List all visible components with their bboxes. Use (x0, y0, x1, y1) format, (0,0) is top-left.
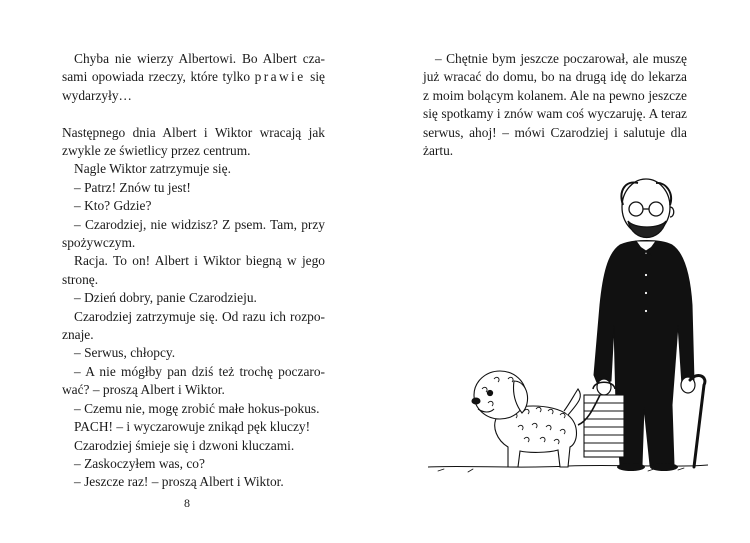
paragraph-line-7: Czarodziej zatrzymuje się. Od razu ich rozpo-znaje. (62, 308, 325, 343)
paragraph-intro (62, 50, 325, 105)
dog-figure (472, 371, 580, 467)
paragraph-line-1: Nagle Wiktor zatrzymuje się. (74, 161, 231, 177)
paragraph-line-3: – Kto? Gdzie? (74, 198, 152, 214)
paragraph-line-11: PACH! – i wyczarowuje znikąd pęk kluczy! (74, 419, 311, 435)
page-number: 8 (184, 496, 190, 510)
paragraph-gap (62, 105, 325, 123)
spaced-word: prawie (254, 69, 306, 85)
left-text-column (62, 50, 325, 492)
paragraph-line-8: – Serwus, chłopcy. (74, 345, 176, 361)
paragraph-line-6: – Dzień dobry, panie Czarodzieju. (74, 290, 257, 306)
paragraph-line-9: – A nie mógłby pan dziś też trochę poczaro-wać? – proszą Albert i Wiktor. (62, 363, 325, 398)
paragraph-line-14: – Jeszcze raz! – proszą Albert i Wiktor. (74, 474, 284, 490)
paragraph-line-5: Racja. To on! Albert i Wiktor biegną w jego stronę. (62, 253, 325, 287)
old-man-with-dog-illustration-icon (428, 175, 708, 480)
paragraph-line-4: – Czarodziej, nie widzisz? Z psem. Tam, przy spożywczym. (62, 216, 325, 251)
paragraph-line-10: – Czemu nie, mogę zrobić małe hokus-pokus. (74, 400, 320, 416)
paragraph-line-13: – Zaskoczyłem was, co? (74, 455, 205, 471)
text-run: Chyba nie wierzy Albertowi. Bo Albert cza-sami opowiada rzeczy, które tylko (62, 51, 325, 85)
paragraph-line-2: – Patrz! Znów tu jest! (74, 179, 191, 195)
paragraph-line-12: Czarodziej śmieje się i dzwoni kluczami. (74, 437, 295, 453)
paragraph-dialogue: – Chętnie bym jeszcze poczarował, ale muszę już wracać do domu, bo na drugą idę do lekarza z moim bolącym kolanem. Ale na pewno jeszcze się spotkamy i znów wam coś wyczaruję. A teraz serwus, ahoj! – mówi Czarodziej i salutuje dla żartu. (423, 51, 687, 159)
right-text-column (423, 50, 687, 160)
text-run: się wydarzyły… (62, 69, 325, 103)
paragraph-line-0: Następnego dnia Albert i Wiktor wracają jak zwykle ze świetlicy przez centrum. (62, 124, 325, 159)
man-figure (621, 179, 673, 238)
